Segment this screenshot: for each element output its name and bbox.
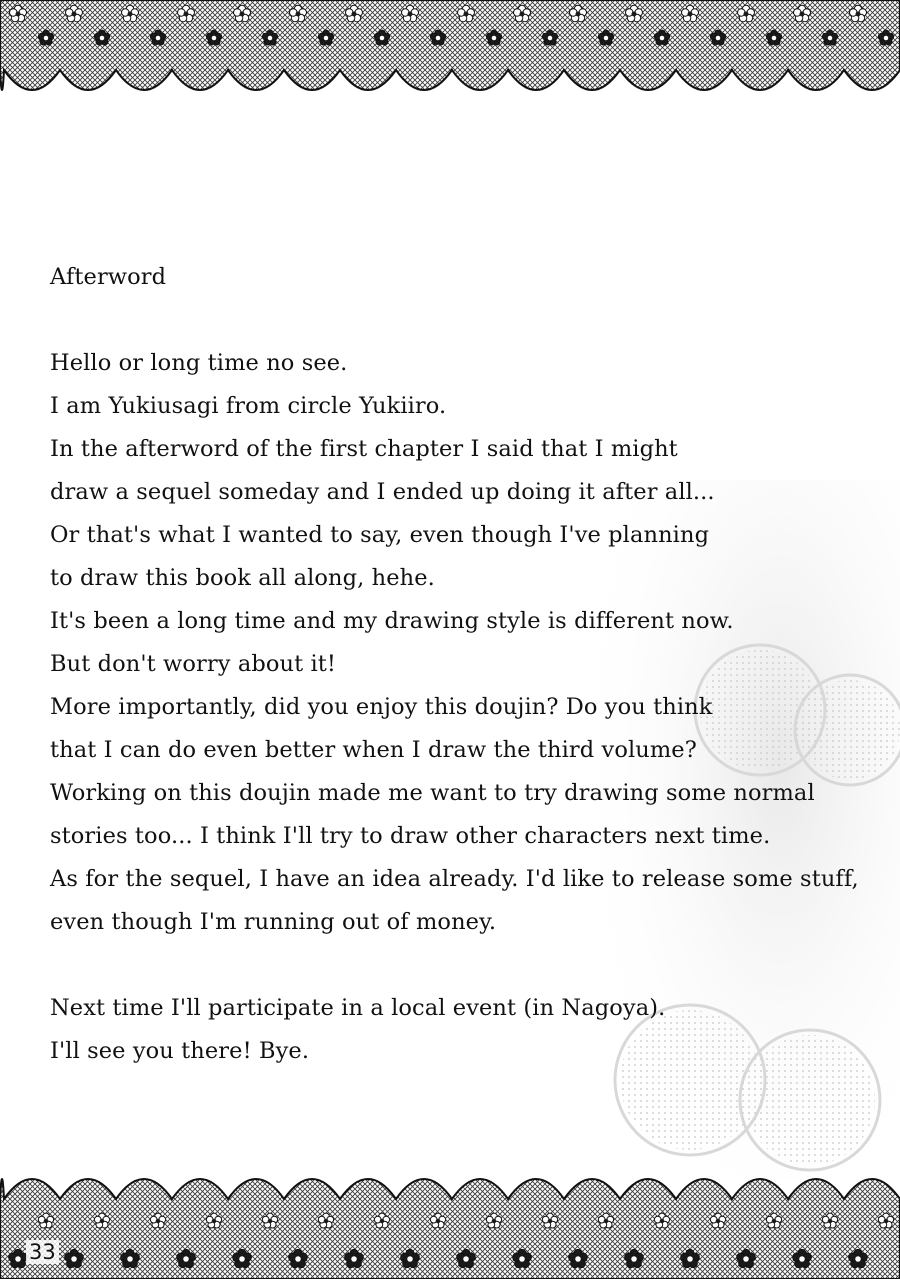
afterword-text bbox=[50, 256, 890, 1073]
text-line: that I can do even better when I draw the third volume? bbox=[50, 737, 697, 763]
text-line: In the afterword of the first chapter I said that I might bbox=[50, 436, 678, 462]
text-line: stories too... I think I'll try to draw other characters next time. bbox=[50, 823, 771, 849]
text-line: Working on this doujin made me want to try drawing some normal bbox=[50, 780, 815, 806]
text-line: Or that's what I wanted to say, even though I've planning bbox=[50, 522, 710, 548]
page-number: 33 bbox=[26, 1240, 59, 1264]
text-line: to draw this book all along, hehe. bbox=[50, 565, 435, 591]
paragraph-1 bbox=[50, 342, 890, 944]
paragraph-2 bbox=[50, 987, 890, 1073]
text-line: As for the sequel, I have an idea already. I'd like to release some stuff, bbox=[50, 866, 859, 892]
text-line: I am Yukiusagi from circle Yukiiro. bbox=[50, 393, 447, 419]
bottom-lace-border bbox=[0, 1159, 900, 1279]
text-line: But don't worry about it! bbox=[50, 651, 337, 677]
text-line: draw a sequel someday and I ended up doing it after all... bbox=[50, 479, 715, 505]
text-line: Hello or long time no see. bbox=[50, 350, 348, 376]
text-line: I'll see you there! Bye. bbox=[50, 1038, 310, 1064]
text-line: More importantly, did you enjoy this doujin? Do you think bbox=[50, 694, 713, 720]
paragraph-gap bbox=[50, 944, 890, 987]
text-line: Next time I'll participate in a local event (in Nagoya). bbox=[50, 995, 666, 1021]
text-line: even though I'm running out of money. bbox=[50, 909, 497, 935]
text-line: It's been a long time and my drawing style is different now. bbox=[50, 608, 734, 634]
top-lace-border bbox=[0, 0, 900, 105]
afterword-heading: Afterword bbox=[50, 264, 167, 290]
